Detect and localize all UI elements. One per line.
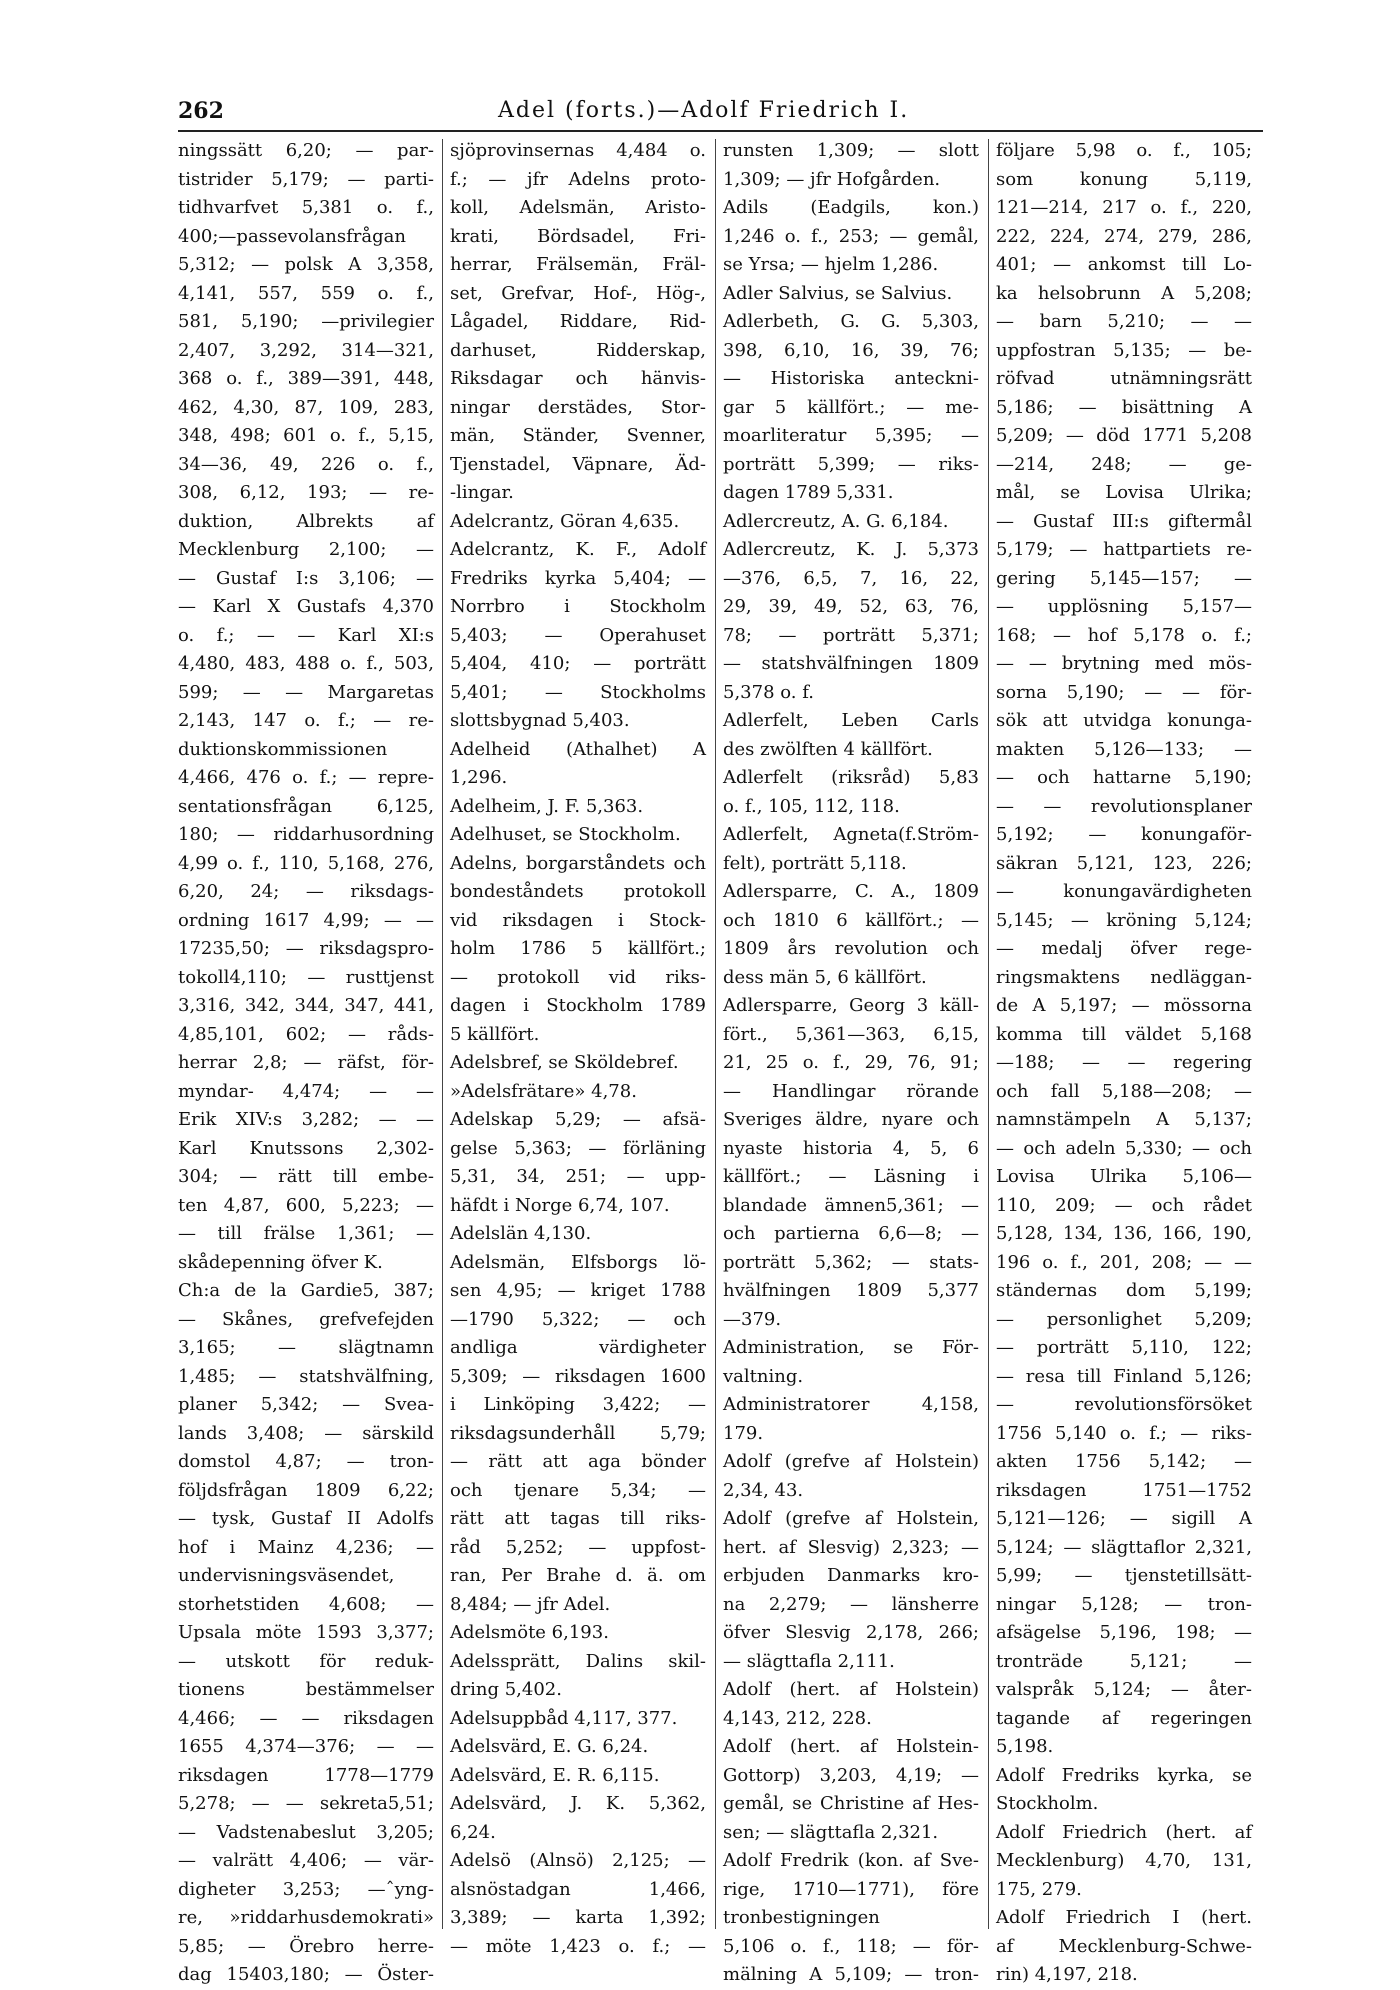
index-line: i Linköping 3,422; — bbox=[450, 1394, 706, 1415]
index-line: 581, 5,190; —privilegier bbox=[178, 311, 434, 332]
index-line: makten 5,126—133; — bbox=[996, 738, 1252, 760]
index-line: — och hattarne 5,190; bbox=[996, 767, 1252, 788]
index-line: röfvad utnämningsrätt bbox=[996, 368, 1252, 389]
index-line: 180; — riddarhusordning bbox=[178, 824, 434, 845]
index-line: 8,484; — jfr Adel. bbox=[450, 1593, 611, 1615]
index-line: 5,99; — tjenstetillsätt- bbox=[996, 1565, 1252, 1586]
index-line: sjöprovinsernas 4,484 o. bbox=[450, 140, 706, 161]
index-line: nyaste historia 4, 5, 6 bbox=[723, 1137, 979, 1159]
index-line: — personlighet 5,209; bbox=[996, 1308, 1252, 1330]
index-line: Adelsö (Alnsö) 2,125; — bbox=[450, 1850, 706, 1871]
index-line: Adelheim, J. F. 5,363. bbox=[450, 795, 644, 817]
index-line: tronträde 5,121; — bbox=[996, 1650, 1252, 1672]
index-line: män, Ständer, Svenner, bbox=[450, 425, 706, 446]
index-line: 368 o. f., 389—391, 448, bbox=[178, 368, 434, 389]
index-line: råd 5,252; — uppfost- bbox=[450, 1536, 706, 1558]
index-line: 4,99 o. f., 110, 5,168, 276, bbox=[178, 852, 434, 874]
index-line: gemål, se Christine af Hes- bbox=[723, 1793, 979, 1814]
index-line: hert. af Slesvig) 2,323; — bbox=[723, 1536, 979, 1558]
index-line: myndar- 4,474; — — bbox=[178, 1080, 434, 1102]
index-line: häfdt i Norge 6,74, 107. bbox=[450, 1194, 670, 1216]
index-line: dagen i Stockholm 1789 bbox=[450, 995, 706, 1016]
index-line: Gottorp) 3,203, 4,19; — bbox=[723, 1764, 979, 1786]
index-line: och 1810 6 källfört.; — bbox=[723, 909, 979, 931]
index-line: 17235,50; — riksdagspro- bbox=[178, 938, 434, 959]
index-line: 5,312; — polsk A 3,358, bbox=[178, 254, 434, 275]
index-line: sen; — slägttafla 2,321. bbox=[723, 1821, 939, 1843]
index-line: Adelsmän, Elfsborgs lö- bbox=[450, 1251, 706, 1273]
index-line: 5,186; — bisättning A bbox=[996, 396, 1252, 418]
index-line: Adelsvärd, E. G. 6,24. bbox=[450, 1736, 649, 1757]
index-line: dring 5,402. bbox=[450, 1679, 562, 1700]
index-line: »Adelsfrätare» 4,78. bbox=[450, 1080, 637, 1102]
index-line: riksdagen 1778—1779 bbox=[178, 1764, 434, 1786]
index-line: 121—214, 217 o. f., 220, bbox=[996, 197, 1252, 218]
index-line: säkran 5,121, 123, 226; bbox=[996, 852, 1252, 874]
index-line: — Gustaf I:s 3,106; — bbox=[178, 567, 434, 589]
index-line: gar 5 källfört.; — me- bbox=[723, 396, 979, 418]
index-line: 1,309; — jfr Hofgården. bbox=[723, 168, 941, 190]
index-line: — Karl X Gustafs 4,370 bbox=[178, 596, 434, 617]
index-line: uppfostran 5,135; — be- bbox=[996, 339, 1252, 361]
index-line: öfver Slesvig 2,178, 266; bbox=[723, 1622, 979, 1643]
index-line: 29, 39, 49, 52, 63, 76, bbox=[723, 596, 979, 617]
index-line: Adlercreutz, A. G. 6,184. bbox=[723, 510, 949, 532]
index-line: ringsmaktens nedläggan- bbox=[996, 966, 1252, 988]
index-line: Adolf (hert. af Holstein) bbox=[723, 1679, 979, 1700]
index-line: dagen 1789 5,331. bbox=[723, 482, 894, 503]
index-line: och partierna 6,6—8; — bbox=[723, 1223, 979, 1244]
index-line: fört., 5,361—363, 6,15, bbox=[723, 1023, 979, 1045]
index-line: Adolf Fredriks kyrka, se bbox=[996, 1764, 1252, 1786]
index-line: 3,389; — karta 1,392; bbox=[450, 1907, 706, 1928]
index-line: — protokoll vid riks- bbox=[450, 966, 706, 988]
index-line: gering 5,145—157; — bbox=[996, 567, 1252, 589]
column-1 bbox=[178, 137, 434, 1985]
index-line: tistrider 5,179; — parti- bbox=[178, 168, 434, 190]
index-line: ran, Per Brahe d. ä. om bbox=[450, 1565, 706, 1586]
index-line: ordning 1617 4,99; — — bbox=[178, 909, 434, 931]
index-line: 4,480, 483, 488 o. f., 503, bbox=[178, 653, 434, 674]
index-line: Adelheid (Athalhet) A bbox=[450, 738, 706, 760]
index-line: hvälfningen 1809 5,377 bbox=[723, 1280, 979, 1301]
index-line: 5,85; — Örebro herre- bbox=[178, 1935, 434, 1957]
index-line: akten 1756 5,142; — bbox=[996, 1451, 1252, 1472]
index-line: mål, se Lovisa Ulrika; bbox=[996, 482, 1252, 503]
index-line: 2,407, 3,292, 314—321, bbox=[178, 339, 434, 361]
index-line: re, »riddarhusdemokrati» bbox=[178, 1907, 434, 1928]
index-line: Norrbro i Stockholm bbox=[450, 596, 706, 617]
index-line: 4,466, 476 o. f.; — repre- bbox=[178, 767, 434, 788]
index-line: 3,165; — slägtnamn bbox=[178, 1337, 434, 1358]
index-line: digheter 3,253; —ˆyng- bbox=[178, 1878, 434, 1900]
index-line: Adlerbeth, G. G. 5,303, bbox=[723, 311, 979, 332]
index-line: — utskott för reduk- bbox=[178, 1650, 434, 1672]
index-line: 196 o. f., 201, 208; — — bbox=[996, 1251, 1252, 1273]
column-3 bbox=[723, 137, 979, 1985]
index-line: — möte 1,423 o. f.; — bbox=[450, 1935, 706, 1957]
index-line: mälning A 5,109; — tron- bbox=[723, 1964, 979, 1985]
index-line: 110, 209; — och rådet bbox=[996, 1194, 1252, 1216]
index-line: 1,296. bbox=[450, 767, 508, 788]
index-line: — valrätt 4,406; — vär- bbox=[178, 1850, 434, 1871]
index-line: Administratorer 4,158, bbox=[723, 1394, 979, 1415]
index-line: källfört.; — Läsning i bbox=[723, 1166, 979, 1187]
index-line: —214, 248; — ge- bbox=[996, 453, 1252, 475]
index-line: — barn 5,210; — — bbox=[996, 311, 1252, 332]
index-line: Adler Salvius, se Salvius. bbox=[723, 282, 953, 304]
index-line: -lingar. bbox=[450, 482, 514, 503]
index-line: duktionskommissionen bbox=[178, 738, 388, 760]
index-line: 1655 4,374—376; — — bbox=[178, 1736, 434, 1757]
index-columns bbox=[178, 137, 1268, 1985]
index-line: rin) 4,197, 218. bbox=[996, 1964, 1138, 1985]
index-line: 5,403; — Operahuset bbox=[450, 624, 706, 646]
index-line: valspråk 5,124; — åter- bbox=[996, 1679, 1252, 1700]
index-line: na 2,279; — länsherre bbox=[723, 1593, 979, 1615]
running-title: Adel (forts.)—Adolf Friedrich I. bbox=[498, 98, 910, 123]
index-line: afsägelse 5,196, 198; — bbox=[996, 1622, 1252, 1643]
index-line: Upsala möte 1593 3,377; bbox=[178, 1622, 434, 1643]
index-line: —379. bbox=[723, 1308, 782, 1330]
index-line: bondeståndets protokoll bbox=[450, 881, 706, 902]
index-line: 4,143, 212, 228. bbox=[723, 1707, 872, 1729]
index-line: 5,378 o. f. bbox=[723, 681, 814, 703]
index-line: herrar, Frälsemän, Fräl- bbox=[450, 254, 706, 275]
index-line: 5,278; — — sekreta5,51; bbox=[178, 1793, 434, 1814]
index-line: 5,106 o. f., 118; — för- bbox=[723, 1935, 979, 1957]
index-line: Adolf (hert. af Holstein- bbox=[723, 1736, 979, 1757]
index-line: — slägttafla 2,111. bbox=[723, 1650, 895, 1672]
index-line: 2,143, 147 o. f.; — re- bbox=[178, 710, 434, 731]
column-4 bbox=[996, 137, 1252, 1985]
index-line: 5,121—126; — sigill A bbox=[996, 1508, 1252, 1529]
index-line: — Gustaf III:s giftermål bbox=[996, 510, 1252, 532]
index-line: —188; — — regering bbox=[996, 1052, 1252, 1073]
index-line: Sveriges äldre, nyare och bbox=[723, 1109, 979, 1130]
index-line: sök att utvidga konunga- bbox=[996, 710, 1252, 731]
index-line: Adelssprätt, Dalins skil- bbox=[450, 1650, 706, 1672]
index-line: Stockholm. bbox=[996, 1793, 1099, 1814]
index-line: 5,145; — kröning 5,124; bbox=[996, 909, 1252, 931]
index-line: 78; — porträtt 5,371; bbox=[723, 624, 979, 646]
index-line: — upplösning 5,157— bbox=[996, 596, 1252, 617]
index-line: ningar 5,128; — tron- bbox=[996, 1593, 1252, 1615]
column-divider bbox=[442, 139, 443, 1929]
index-line: Riksdagar och hänvis- bbox=[450, 368, 706, 389]
index-line: koll, Adelsmän, Aristo- bbox=[450, 197, 706, 218]
index-line: skådepenning öfver K. bbox=[178, 1251, 383, 1273]
index-line: som konung 5,119, bbox=[996, 168, 1252, 190]
index-line: ten 4,87, 600, 5,223; — bbox=[178, 1194, 434, 1216]
index-line: runsten 1,309; — slott bbox=[723, 140, 979, 161]
index-line: 34—36, 49, 226 o. f., bbox=[178, 453, 434, 475]
index-line: Administration, se För- bbox=[723, 1337, 979, 1358]
index-line: Karl Knutssons 2,302- bbox=[178, 1137, 434, 1159]
column-divider bbox=[715, 139, 716, 1929]
index-line: Adlercreutz, K. J. 5,373 bbox=[723, 539, 979, 560]
index-line: erbjuden Danmarks kro- bbox=[723, 1565, 979, 1586]
index-line: —1790 5,322; — och bbox=[450, 1308, 706, 1330]
index-line: 400;—passevolansfrågan bbox=[178, 225, 406, 247]
index-line: 1,485; — statshvälfning, bbox=[178, 1365, 434, 1387]
index-line: — medalj öfver rege- bbox=[996, 938, 1252, 959]
index-line: Ch:a de la Gardie5, 387; bbox=[178, 1280, 434, 1301]
index-line: felt), porträtt 5,118. bbox=[723, 852, 907, 874]
index-line: Adolf (grefve af Holstein) bbox=[723, 1451, 979, 1472]
index-line: krati, Bördsadel, Fri- bbox=[450, 225, 706, 247]
index-line: se Yrsa; — hjelm 1,286. bbox=[723, 254, 939, 275]
index-line: 401; — ankomst till Lo- bbox=[996, 254, 1252, 275]
index-line: 5,31, 34, 251; — upp- bbox=[450, 1166, 706, 1187]
index-line: ständernas dom 5,199; bbox=[996, 1280, 1252, 1301]
index-line: 5,404, 410; — porträtt bbox=[450, 653, 706, 674]
index-line: — Handlingar rörande bbox=[723, 1080, 979, 1102]
index-line: Adlerfelt, Agneta(f.Ström- bbox=[723, 824, 979, 845]
index-line: set, Grefvar, Hof-, Hög-, bbox=[450, 282, 706, 304]
index-line: andliga värdigheter bbox=[450, 1337, 706, 1358]
index-line: 304; — rätt till embe- bbox=[178, 1166, 434, 1187]
index-line: tokoll4,110; — rusttjenst bbox=[178, 966, 434, 988]
index-line: tionens bestämmelser bbox=[178, 1679, 434, 1700]
index-line: herrar 2,8; — räfst, för- bbox=[178, 1052, 434, 1073]
index-line: —376, 6,5, 7, 16, 22, bbox=[723, 567, 979, 589]
index-line: 21, 25 o. f., 29, 76, 91; bbox=[723, 1052, 979, 1073]
index-line: följare 5,98 o. f., 105; bbox=[996, 140, 1252, 161]
index-line: 168; — hof 5,178 o. f.; bbox=[996, 624, 1252, 646]
index-line: Adelns, borgarståndets och bbox=[450, 852, 706, 874]
index-line: 1809 års revolution och bbox=[723, 938, 979, 959]
index-line: Adelcrantz, K. F., Adolf bbox=[450, 539, 706, 560]
index-line: Adils (Eadgils, kon.) bbox=[723, 197, 979, 218]
index-line: Fredriks kyrka 5,404; — bbox=[450, 567, 706, 589]
index-line: 398, 6,10, 16, 39, 76; bbox=[723, 339, 979, 361]
index-line: 5 källfört. bbox=[450, 1023, 540, 1045]
index-line: — Vadstenabeslut 3,205; bbox=[178, 1821, 434, 1843]
index-line: undervisningsväsendet, bbox=[178, 1565, 395, 1586]
index-line: 179. bbox=[723, 1422, 764, 1444]
index-line: komma till väldet 5,168 bbox=[996, 1023, 1252, 1045]
index-line: darhuset, Ridderskap, bbox=[450, 339, 706, 361]
index-line: 5,124; — slägttaflor 2,321, bbox=[996, 1536, 1252, 1558]
index-line: porträtt 5,362; — stats- bbox=[723, 1251, 979, 1273]
index-line: Adolf Fredrik (kon. af Sve- bbox=[723, 1850, 979, 1871]
index-line: ka helsobrunn A 5,208; bbox=[996, 282, 1252, 304]
index-line: Erik XIV:s 3,282; — — bbox=[178, 1109, 434, 1130]
index-line: 5,309; — riksdagen 1600 bbox=[450, 1365, 706, 1387]
index-line: Adolf Friedrich I (hert. bbox=[996, 1907, 1252, 1928]
index-line: 2,34, 43. bbox=[723, 1479, 804, 1501]
index-line: och tjenare 5,34; — bbox=[450, 1479, 706, 1501]
index-line: Adelhuset, se Stockholm. bbox=[450, 824, 681, 845]
index-line: namnstämpeln A 5,137; bbox=[996, 1109, 1252, 1130]
index-line: Adlersparre, C. A., 1809 bbox=[723, 881, 979, 902]
index-line: Adlersparre, Georg 3 käll- bbox=[723, 995, 979, 1016]
page-header bbox=[178, 94, 1238, 134]
index-line: tronbestigningen bbox=[723, 1907, 880, 1928]
index-line: — porträtt 5,110, 122; bbox=[996, 1337, 1252, 1358]
index-line: des zwölften 4 källfört. bbox=[723, 738, 933, 760]
index-line: 308, 6,12, 193; — re- bbox=[178, 482, 434, 503]
index-line: valtning. bbox=[723, 1365, 804, 1387]
index-line: 6,20, 24; — riksdags- bbox=[178, 881, 434, 902]
index-line: sen 4,95; — kriget 1788 bbox=[450, 1280, 706, 1301]
index-line: vid riksdagen i Stock- bbox=[450, 909, 706, 931]
index-line: — rätt att aga bönder bbox=[450, 1451, 706, 1472]
index-line: duktion, Albrekts af bbox=[178, 510, 434, 532]
index-line: 175, 279. bbox=[996, 1878, 1082, 1900]
index-line: 599; — — Margaretas bbox=[178, 681, 434, 703]
index-line: 5,209; — död 1771 5,208 bbox=[996, 425, 1252, 446]
index-line: domstol 4,87; — tron- bbox=[178, 1451, 434, 1472]
index-line: och fall 5,188—208; — bbox=[996, 1080, 1252, 1102]
index-line: 1756 5,140 o. f.; — riks- bbox=[996, 1422, 1252, 1444]
index-line: slottsbygnad 5,403. bbox=[450, 710, 630, 731]
index-line: — Historiska anteckni- bbox=[723, 368, 979, 389]
index-line: Adelsvärd, J. K. 5,362, bbox=[450, 1793, 706, 1814]
index-line: riksdagsunderhåll 5,79; bbox=[450, 1422, 706, 1444]
index-line: 348, 498; 601 o. f., 5,15, bbox=[178, 425, 434, 446]
index-line: o. f.; — — Karl XI:s bbox=[178, 624, 434, 646]
index-line: Adlerfelt (riksråd) 5,83 bbox=[723, 767, 979, 788]
index-line: Mecklenburg 2,100; — bbox=[178, 539, 434, 560]
index-line: blandade ämnen5,361; — bbox=[723, 1194, 979, 1216]
index-line: 3,316, 342, 344, 347, 441, bbox=[178, 995, 434, 1016]
index-line: 462, 4,30, 87, 109, 283, bbox=[178, 396, 434, 418]
index-line: af Mecklenburg-Schwe- bbox=[996, 1935, 1252, 1957]
index-line: gelse 5,363; — förläning bbox=[450, 1137, 706, 1159]
index-line: Adlerfelt, Leben Carls bbox=[723, 710, 979, 731]
index-line: Lovisa Ulrika 5,106— bbox=[996, 1166, 1252, 1187]
index-line: storhetstiden 4,608; — bbox=[178, 1593, 434, 1615]
index-line: 5,401; — Stockholms bbox=[450, 681, 706, 703]
index-line: 6,24. bbox=[450, 1821, 496, 1843]
index-line: Mecklenburg) 4,70, 131, bbox=[996, 1850, 1252, 1871]
index-line: sorna 5,190; — — för- bbox=[996, 681, 1252, 703]
index-line: Tjenstadel, Väpnare, Äd- bbox=[450, 453, 706, 475]
index-line: dag 15403,180; — Öster- bbox=[178, 1964, 434, 1985]
index-line: följdsfrågan 1809 6,22; bbox=[178, 1479, 434, 1501]
index-line: Adelsmöte 6,193. bbox=[450, 1622, 609, 1643]
index-line: — konungavärdigheten bbox=[996, 881, 1252, 902]
index-line: — Skånes, grefvefejden bbox=[178, 1308, 434, 1330]
index-line: dess män 5, 6 källfört. bbox=[723, 966, 927, 988]
index-line: Adolf Friedrich (hert. af bbox=[996, 1821, 1252, 1843]
index-line: — — revolutionsplaner bbox=[996, 795, 1252, 817]
index-line: Lågadel, Riddare, Rid- bbox=[450, 311, 706, 332]
index-line: 5,179; — hattpartiets re- bbox=[996, 539, 1252, 560]
index-line: — — brytning med mös- bbox=[996, 653, 1252, 674]
index-line: 222, 224, 274, 279, 286, bbox=[996, 225, 1252, 247]
index-line: Adolf (grefve af Holstein, bbox=[723, 1508, 979, 1529]
index-line: — och adeln 5,330; — och bbox=[996, 1137, 1252, 1159]
index-line: planer 5,342; — Svea- bbox=[178, 1394, 434, 1415]
index-line: tidhvarfvet 5,381 o. f., bbox=[178, 197, 434, 218]
index-line: holm 1786 5 källfört.; bbox=[450, 938, 706, 959]
index-line: — revolutionsförsöket bbox=[996, 1394, 1252, 1415]
index-line: 5,198. bbox=[996, 1736, 1054, 1757]
index-line: Adelslän 4,130. bbox=[450, 1223, 592, 1244]
index-line: 5,192; — konungaför- bbox=[996, 824, 1252, 845]
index-line: Adelsvärd, E. R. 6,115. bbox=[450, 1764, 660, 1786]
index-line: rätt att tagas till riks- bbox=[450, 1508, 706, 1529]
index-line: tagande af regeringen bbox=[996, 1707, 1252, 1729]
index-line: moarliteratur 5,395; — bbox=[723, 425, 979, 446]
index-line: rige, 1710—1771), före bbox=[723, 1878, 979, 1900]
index-line: lands 3,408; — särskild bbox=[178, 1422, 434, 1444]
index-line: porträtt 5,399; — riks- bbox=[723, 453, 979, 475]
index-line: f.; — jfr Adelns proto- bbox=[450, 168, 706, 190]
index-line: de A 5,197; — mössorna bbox=[996, 995, 1252, 1016]
index-line: — statshvälfningen 1809 bbox=[723, 653, 979, 674]
index-line: Adelsuppbåd 4,117, 377. bbox=[450, 1707, 678, 1729]
index-line: — till frälse 1,361; — bbox=[178, 1223, 434, 1244]
index-line: Adelcrantz, Göran 4,635. bbox=[450, 510, 680, 532]
index-line: ningar derstädes, Stor- bbox=[450, 396, 706, 418]
index-line: 4,141, 557, 559 o. f., bbox=[178, 282, 434, 304]
index-line: Adelskap 5,29; — afsä- bbox=[450, 1109, 706, 1130]
index-line: Adelsbref, se Sköldebref. bbox=[450, 1052, 679, 1073]
index-line: — tysk, Gustaf II Adolfs bbox=[178, 1508, 434, 1529]
index-line: 4,85,101, 602; — råds- bbox=[178, 1023, 434, 1045]
column-divider bbox=[988, 139, 989, 1929]
index-line: sentationsfrågan 6,125, bbox=[178, 795, 434, 817]
index-line: alsnöstadgan 1,466, bbox=[450, 1878, 706, 1900]
page-number: 262 bbox=[178, 98, 224, 124]
index-line: hof i Mainz 4,236; — bbox=[178, 1536, 434, 1558]
header-rule bbox=[178, 130, 1263, 132]
index-line: ningssätt 6,20; — par- bbox=[178, 140, 434, 161]
column-2 bbox=[450, 137, 706, 1957]
index-line: 5,128, 134, 136, 166, 190, bbox=[996, 1223, 1252, 1244]
index-line: o. f., 105, 112, 118. bbox=[723, 795, 900, 817]
index-line: — resa till Finland 5,126; bbox=[996, 1365, 1252, 1387]
index-line: riksdagen 1751—1752 bbox=[996, 1479, 1252, 1501]
index-line: 4,466; — — riksdagen bbox=[178, 1707, 434, 1729]
index-line: 1,246 o. f., 253; — gemål, bbox=[723, 225, 979, 247]
